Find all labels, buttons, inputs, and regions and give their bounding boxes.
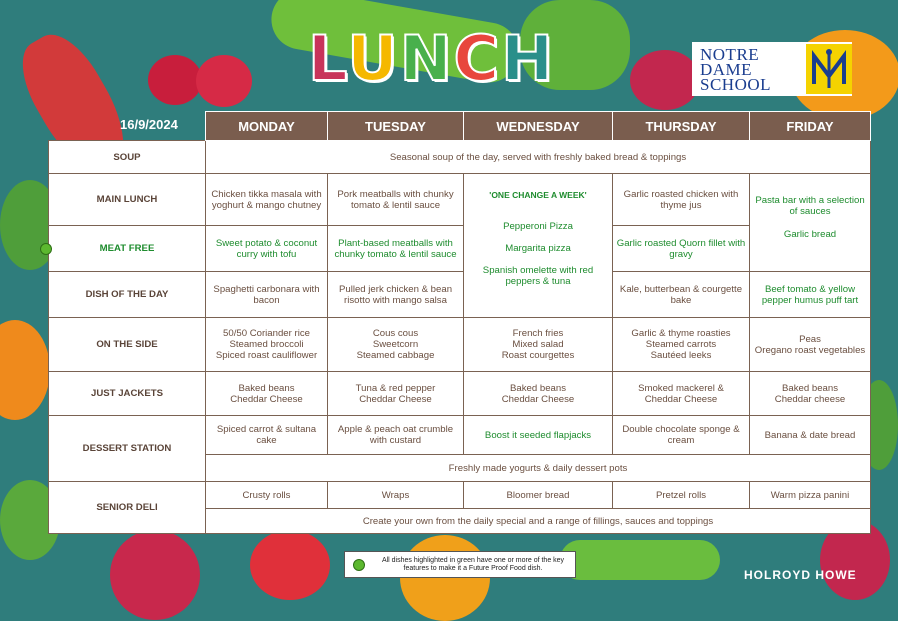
deli-thursday: Pretzel rolls [613,482,750,509]
side-item: Peas [799,333,821,345]
soup-all-week: Seasonal soup of the day, served with freshly baked bread & toppings [206,141,871,174]
jacket-item: Baked beans [238,382,295,394]
menu-date: 16/9/2024 [120,117,178,132]
main-tuesday: Pork meatballs with chunky tomato & lentil sauce [328,174,464,226]
deli-all-week: Create your own from the daily special and a range of fillings, sauces and toppings [206,509,871,534]
lunch-title [308,22,555,95]
dish-thursday: Kale, butterbean & courgette bake [613,272,750,318]
side-tuesday [328,318,464,372]
day-thursday: THURSDAY [613,112,750,141]
cherry-decoration [196,55,252,107]
apple-icon [353,559,365,571]
jackets-wednesday [464,372,613,416]
row-label-main: MAIN LUNCH [49,174,206,226]
deli-tuesday: Wraps [328,482,464,509]
wed-item: Pepperoni Pizza [503,221,573,232]
caterer-logo [744,568,857,582]
jacket-item: Cheddar cheese [774,393,846,405]
jackets-tuesday [328,372,464,416]
side-item: Sautéed leeks [650,350,712,361]
radish-decoration [110,530,200,620]
day-wednesday: WEDNESDAY [464,112,613,141]
side-item: French fries [512,328,564,339]
jacket-item: Tuna & red pepper [355,382,436,394]
pepper-decoration [400,535,490,621]
cucumber-decoration [560,540,720,580]
side-item: Steamed broccoli [229,339,304,350]
side-monday [206,318,328,372]
row-label-dish: DISH OF THE DAY [49,272,206,318]
school-name: NOTRE DAME SCHOOL [700,44,772,94]
side-item: 50/50 Coriander rice [223,328,310,339]
title-letter: U [347,22,400,95]
deli-monday: Crusty rolls [206,482,328,509]
side-item: Cous cous [372,328,419,339]
side-item: Steamed cabbage [356,350,435,361]
dessert-friday: Banana & date bread [750,416,871,455]
pepper-decoration [0,320,50,420]
dessert-wednesday: Boost it seeded flapjacks [464,416,613,455]
school-logo [692,42,852,96]
meatfree-thursday: Garlic roasted Quorn fillet with gravy [613,226,750,272]
side-wednesday [464,318,613,372]
legend-text: All dishes highlighted in green have one or more of the key features to make it a Future Proof Food dish. [381,556,565,572]
dish-monday: Spaghetti carbonara with bacon [206,272,328,318]
row-label-deli: SENIOR DELI [49,482,206,534]
radish-decoration [630,50,700,110]
row-label-soup: SOUP [49,141,206,174]
title-letter: N [399,22,454,95]
row-label-side: ON THE SIDE [49,318,206,372]
side-item: Spiced roast cauliflower [215,350,318,361]
jacket-item: Cheddar Cheese [644,393,718,405]
main-monday: Chicken tikka masala with yoghurt & mango chutney [206,174,328,226]
dish-friday: Beef tomato & yellow pepper humus puff tart [750,272,871,318]
fri-pasta: Pasta bar with a selection of sauces [755,195,865,217]
jackets-thursday [613,372,750,416]
crest-icon [806,44,852,94]
jacket-item: Cheddar Cheese [359,393,432,405]
jacket-item: Smoked mackerel & [638,382,724,394]
jacket-item: Baked beans [781,382,838,394]
day-tuesday: TUESDAY [328,112,464,141]
title-letter: C [453,22,502,95]
jacket-item: Cheddar Cheese [501,393,575,405]
wednesday-special [464,174,613,318]
main-thursday: Garlic roasted chicken with thyme jus [613,174,750,226]
dessert-all-week: Freshly made yogurts & daily dessert pots [206,455,871,482]
wed-item: Spanish omelette with red peppers & tuna [482,265,594,287]
meatfree-label: MEAT FREE [99,243,155,254]
side-thursday [613,318,750,372]
deli-wednesday: Bloomer bread [464,482,613,509]
deli-friday: Warm pizza panini [750,482,871,509]
title-letter: L [308,22,348,95]
side-item: Roast courgettes [501,350,575,361]
menu-table [48,111,871,534]
strawberry-decoration [250,530,330,600]
row-label-jackets: JUST JACKETS [49,372,206,416]
row-label-meatfree [49,226,206,272]
header-blank [49,112,206,141]
dessert-thursday: Double chocolate sponge & cream [613,416,750,455]
side-item: Steamed carrots [645,339,717,350]
friday-special [750,174,871,272]
meatfree-monday: Sweet potato & coconut curry with tofu [206,226,328,272]
dish-tuesday: Pulled jerk chicken & bean risotto with mango salsa [328,272,464,318]
jacket-item: Cheddar Cheese [230,393,303,405]
side-friday [750,318,871,372]
jacket-item: Baked beans [509,382,566,394]
caterer-name: HOLROYD HOWE [744,568,857,582]
jackets-monday [206,372,328,416]
green-legend [344,551,576,578]
side-item: Sweetcorn [372,339,419,350]
apple-icon [40,243,52,255]
cherry-decoration [148,55,202,105]
side-item: Garlic & thyme roasties [631,328,731,339]
row-label-dessert: DESSERT STATION [49,416,206,482]
fri-garlic-bread: Garlic bread [783,229,837,240]
meatfree-tuesday: Plant-based meatballs with chunky tomato & lentil sauce [328,226,464,272]
side-item: Oregano roast vegetables [754,344,866,356]
wed-item: Margarita pizza [505,243,571,254]
day-monday: MONDAY [206,112,328,141]
jackets-friday [750,372,871,416]
dessert-monday: Spiced carrot & sultana cake [206,416,328,455]
one-change-heading: 'ONE CHANGE A WEEK' [489,190,587,200]
day-friday: FRIDAY [750,112,871,141]
title-letter: H [501,22,555,95]
side-item: Mixed salad [512,339,564,350]
dessert-tuesday: Apple & peach oat crumble with custard [328,416,464,455]
